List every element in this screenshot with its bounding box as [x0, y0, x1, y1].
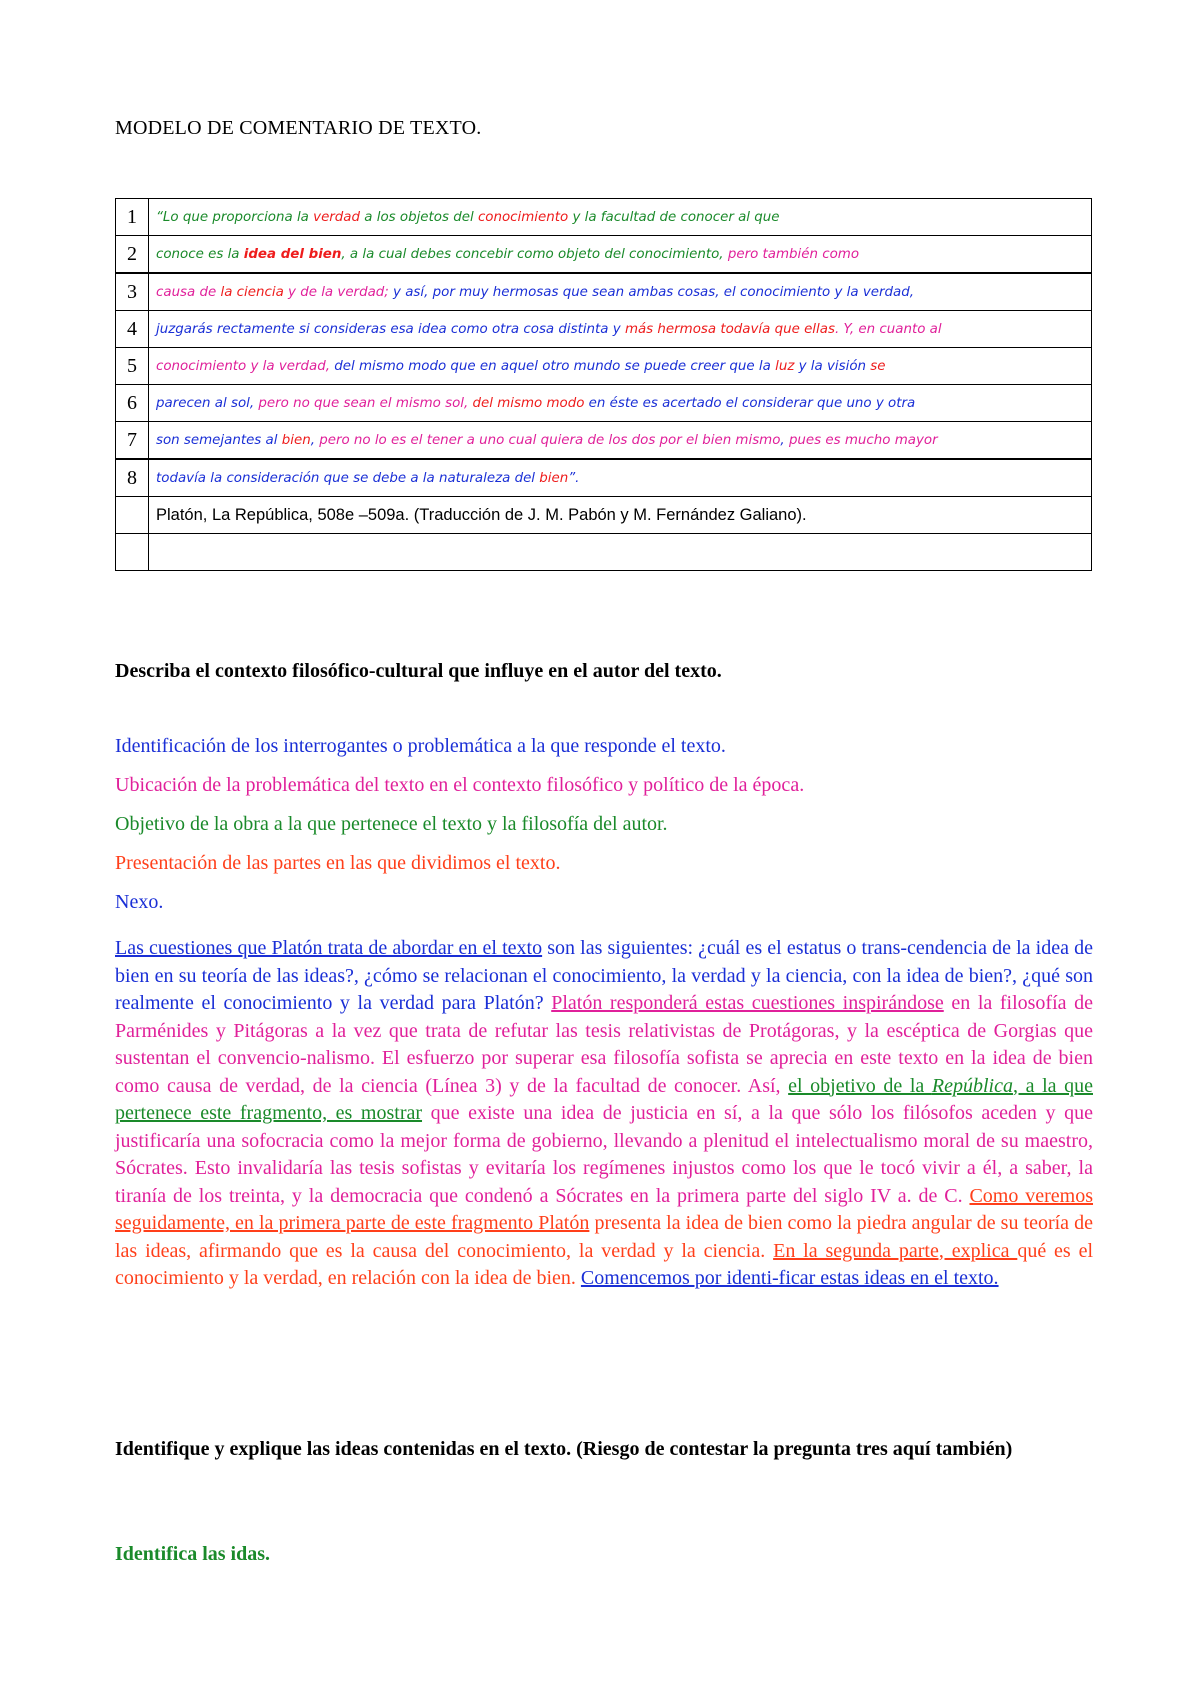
- text-segment: qué es el conocimiento y la verdad, en relación con la idea de bien.: [115, 1239, 1094, 1289]
- empty-cell: [149, 534, 1092, 571]
- text-segment: conocimiento: [477, 209, 569, 225]
- text-table: [115, 198, 1092, 571]
- text-segment: a los objetos del: [360, 209, 478, 225]
- underlined-phrase: Platón responderá estas cuestiones inspirándose: [551, 992, 944, 1014]
- text-segment: ,: [780, 432, 789, 448]
- text-segment: que existe una idea de justicia en sí, a la que sólo los filósofos aceden y que justificaría una sofocracia como la mejor forma de gobierno, llevando a plenitud el intelectualismo moral de su maestro, Sócrates. Esto invalidaría las tesis sofistas y evitaría los regímenes injustos como los que le tocó vivir a él, a saber, la tiranía de los treinta, y la democracia que condenó a Sócrates en la primera parte del siglo IV a. de C.: [115, 1102, 1093, 1207]
- text-line: [149, 385, 1092, 422]
- text-segment: idea del bien: [243, 246, 342, 262]
- citation: Platón, La República, 508e –509a. (Traducción de J. M. Pabón y M. Fernández Galiano).: [149, 497, 1092, 534]
- contexto-item: Ubicación de la problemática del texto en el contexto filosófico y político de la época.: [115, 774, 805, 796]
- text-segment: pues es mucho mayor: [788, 432, 938, 448]
- text-segment: verdad: [313, 209, 361, 225]
- text-segment: “Lo que proporciona la: [156, 209, 314, 225]
- contexto-item: Presentación de las partes en las que dividimos el texto.: [115, 852, 561, 874]
- text-segment: juzgarás rectamente si consideras esa idea como otra cosa distinta y: [156, 321, 625, 337]
- text-line-row: [116, 273, 1092, 311]
- text-segment: y la visión: [794, 358, 871, 374]
- text-line: [149, 311, 1092, 348]
- underlined-phrase: Comencemos por identi-ficar estas ideas en el texto.: [580, 1267, 999, 1289]
- text-line: [149, 236, 1092, 274]
- text-segment: del mismo modo: [472, 395, 589, 411]
- text-segment: pero también como: [727, 246, 860, 262]
- text-segment: y así, por muy hermosas que sean ambas cosas, el conocimiento y la verdad,: [393, 284, 914, 300]
- text-segment: ,: [464, 395, 473, 411]
- empty-row: [116, 534, 1092, 571]
- text-line-row: [116, 311, 1092, 348]
- contexto-item: Identificación de los interrogantes o problemática a la que responde el texto.: [115, 735, 726, 757]
- underlined-phrase: República: [931, 1074, 1013, 1097]
- underlined-phrase: el objetivo de la: [788, 1074, 932, 1097]
- text-segment: , a la cual debes concebir como objeto del conocimiento,: [341, 246, 728, 262]
- text-segment: y de la verdad;: [283, 284, 394, 300]
- commentary-paragraph: [115, 935, 1093, 1293]
- text-line-row: [116, 199, 1092, 236]
- subheading-identifica: Identifica las idas.: [115, 1543, 271, 1565]
- text-line-row: [116, 385, 1092, 422]
- text-segment: en la filosofía de Parménides y Pitágoras a la vez que trata de refutar las tesis relativistas de Protágoras, y la escéptica de Gorgias que sustentan el convencio-nalismo. El esfuerzo por superar esa filosofía sofista se aprecia en este texto en la idea de bien como causa de verdad, de la ciencia (Línea 3) y de la facultad de conocer. Así,: [115, 992, 1093, 1097]
- empty-cell: [116, 497, 149, 534]
- text-line-row: [116, 459, 1092, 497]
- text-line: [149, 422, 1092, 460]
- text-segment: ”.: [568, 470, 580, 486]
- text-segment: más hermosa todavía que ellas: [624, 321, 835, 337]
- line-number: 7: [116, 422, 149, 460]
- contexto-item: Nexo.: [115, 891, 164, 913]
- text-line-row: [116, 422, 1092, 460]
- text-segment: todavía la consideración que se debe a la naturaleza del: [156, 470, 540, 486]
- text-segment: son las siguientes: ¿cuál es el estatus o trans-cendencia de la idea de bien en su teoría de las ideas?, ¿cómo se relacionan el conocimiento, la verdad y la ciencia, con la idea de bien?, ¿qué son realmente el conocimiento y la verdad para Platón?: [115, 937, 1093, 1014]
- line-number: 6: [116, 385, 149, 422]
- line-number: 8: [116, 459, 149, 497]
- text-table-body: [116, 199, 1092, 571]
- line-number: 1: [116, 199, 149, 236]
- text-segment: presenta la idea de bien como la piedra angular de su teoría de las ideas, afirmando que es la causa del conocimiento, la verdad y la ciencia.: [115, 1212, 1094, 1262]
- text-segment: bien: [281, 432, 311, 448]
- text-segment: del mismo modo que en aquel otro mundo se puede creer que la: [334, 358, 776, 374]
- text-segment: ,: [310, 432, 320, 448]
- underlined-phrase: , a la que pertenece este fragmento, es mostrar: [115, 1074, 1093, 1124]
- text-line: [149, 273, 1092, 311]
- text-segment: se: [870, 358, 886, 374]
- citation-row: [116, 497, 1092, 534]
- text-segment: luz: [775, 358, 795, 374]
- line-number: 3: [116, 273, 149, 311]
- line-number: 2: [116, 236, 149, 274]
- text-segment: parecen al sol,: [156, 395, 259, 411]
- text-segment: conocimiento y la verdad,: [156, 358, 335, 374]
- line-number: 4: [116, 311, 149, 348]
- text-segment: en éste es acertado el considerar que uno y otra: [588, 395, 916, 411]
- text-segment: pero no que sean el mismo sol: [258, 395, 465, 411]
- text-line-row: [116, 236, 1092, 274]
- line-number: 5: [116, 348, 149, 385]
- document-title: MODELO DE COMENTARIO DE TEXTO.: [115, 117, 482, 139]
- contexto-item: Objetivo de la obra a la que pertenece el texto y la filosofía del autor.: [115, 813, 668, 835]
- text-segment: pero no lo es el tener a uno cual quiera de los dos por el bien mismo: [319, 432, 781, 448]
- text-segment: la ciencia: [220, 284, 284, 300]
- text-line: [149, 348, 1092, 385]
- empty-cell: [116, 534, 149, 571]
- underlined-phrase: En la segunda parte, explica: [773, 1239, 1018, 1262]
- text-segment: causa de: [156, 284, 221, 300]
- text-segment: son semejantes al: [156, 432, 282, 448]
- heading-contexto: Describa el contexto filosófico-cultural que influye en el autor del texto.: [115, 660, 722, 682]
- text-segment: y la facultad de conocer al que: [568, 209, 780, 225]
- contexto-items: [115, 735, 804, 930]
- underlined-phrase: Las cuestiones que Platón trata de abordar en el texto: [115, 937, 543, 959]
- text-line-row: [116, 348, 1092, 385]
- text-segment: conoce es la: [156, 246, 244, 262]
- text-segment: bien: [539, 470, 569, 486]
- text-segment: . Y, en cuanto al: [834, 321, 942, 337]
- text-line: [149, 199, 1092, 236]
- underlined-phrase: Como veremos seguidamente, en la primera parte de este fragmento Platón: [115, 1184, 1094, 1234]
- text-line: [149, 459, 1092, 497]
- heading-ideas: Identifique y explique las ideas contenidas en el texto. (Riesgo de contestar la pregunta tres aquí también): [115, 1438, 1013, 1460]
